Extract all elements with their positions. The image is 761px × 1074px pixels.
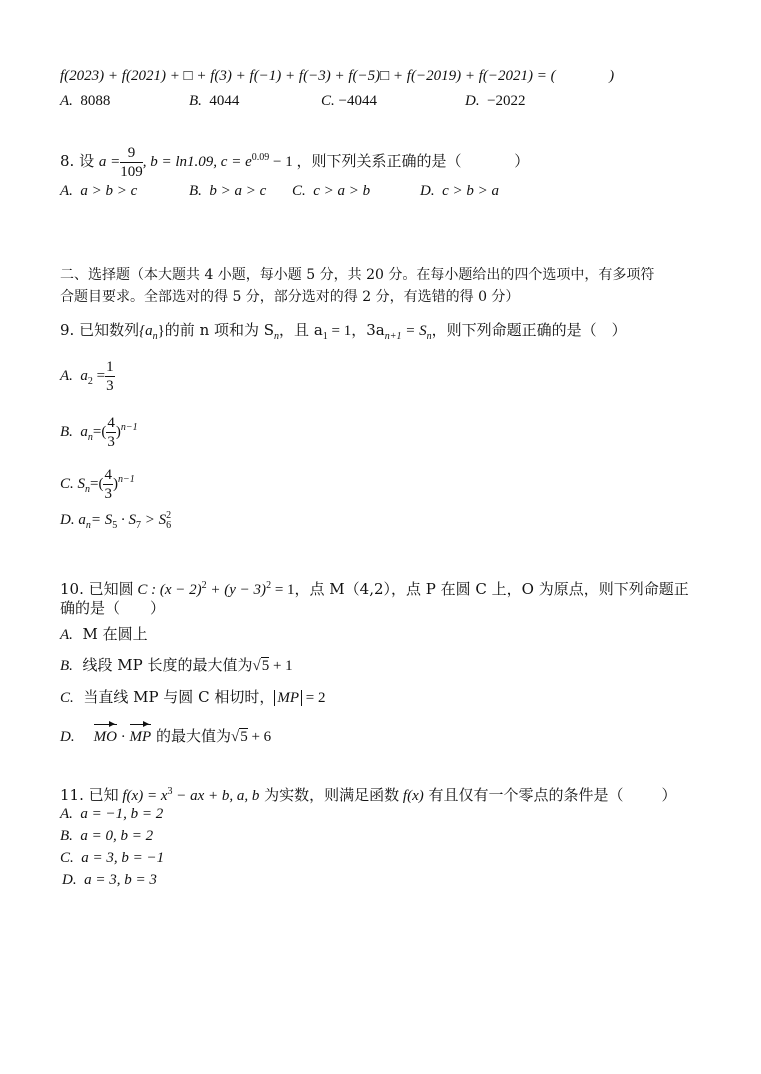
vector-mp: MP	[129, 729, 152, 745]
q8-option-d[interactable]: D. c > b > a	[420, 183, 499, 199]
q9-option-a[interactable]: A. $a_2$ = $\frac{1}{3}$	[60, 359, 114, 395]
q8-stem: 8. 设 a = $\frac{9}{109}$ , b = ln1.09, $c = e^{0.09} - 1$ ，则下列关系正确的是（ ）	[60, 144, 530, 180]
q7-expression	[60, 66, 614, 86]
q9-option-d[interactable]: D. $a_n= S_5 \cdot S_7 > S$ 2 6	[60, 509, 172, 531]
q10-option-d[interactable]: D. MO · MP 的最大值为√5 + 6	[60, 727, 272, 745]
q7-option-a[interactable]: A. 8088	[60, 93, 111, 109]
section-header-line1: 二、选择题（本大题共 4 小题，每小题 5 分，共 20 分。在每小题给出的四个选项中，有多项符	[60, 267, 655, 283]
q11-stem: 11. 已知 $f(x) = x^3$ − ax + b, a, b 为实数，则满足函数 f(x) 有且仅有一个零点的条件是（ ）	[60, 786, 677, 804]
q7-option-c[interactable]: C. −4044	[321, 93, 377, 109]
q8-option-c[interactable]: C. c > a > b	[292, 183, 371, 199]
q10-option-b[interactable]: B. 线段 MP 长度的最大值为√5 + 1	[60, 656, 293, 674]
q8-option-b[interactable]: B. b > a > c	[189, 183, 267, 199]
q9-option-c[interactable]: C. $S_n=$( $\frac{4}{3}$ )$^{n-1}$	[60, 467, 135, 503]
q7-close-paren: )	[609, 68, 615, 84]
q11-option-a[interactable]: A. a = −1, b = 2	[60, 806, 164, 822]
q8-fraction: $\frac{9}{109}$	[120, 144, 143, 180]
q7-expr-text: f(2023) + f(2021) + □ + f(3) + f(−1) + f(−3) + f(−5)□ + f(−2019) + f(−2021) = (	[60, 68, 556, 84]
section-header-line2: 合题目要求。全部选对的得 5 分，部分选对的得 2 分，有选错的得 0 分）	[60, 289, 520, 305]
q10-stem-line2: 确的是（ ）	[60, 599, 166, 617]
q10-option-a[interactable]: A. M 在圆上	[60, 625, 148, 643]
q10-option-c[interactable]: C. 当直线 MP 与圆 C 相切时， MP = 2	[60, 688, 326, 706]
q11-option-b[interactable]: B. a = 0, b = 2	[60, 828, 154, 844]
q7-option-b[interactable]: B. 4044	[189, 93, 240, 109]
q9-stem: 9. 已知数列$\{a_n\}$的前 n 项和为 $S_n$，且 $a_1 = 1$，$3a_{n+1} = S_n$，则下列命题正确的是（ ）	[60, 321, 627, 342]
q11-option-c[interactable]: C. a = 3, b = −1	[60, 850, 165, 866]
q10-stem-line1: 10. 已知圆 C : $(x - 2)^2 + (y - 3)^2 = 1$，点 M（4,2），点 P 在圆 C 上，O 为原点，则下列命题正	[60, 580, 689, 598]
q9-option-b[interactable]: B. $a_n=$( $\frac{4}{3}$ )$^{n-1}$	[60, 415, 138, 451]
q7-option-d[interactable]: D. −2022	[465, 93, 526, 109]
vector-mo: MO	[93, 729, 117, 745]
q11-option-d[interactable]: D. a = 3, b = 3	[62, 872, 157, 888]
q8-option-a[interactable]: A. a > b > c	[60, 183, 138, 199]
